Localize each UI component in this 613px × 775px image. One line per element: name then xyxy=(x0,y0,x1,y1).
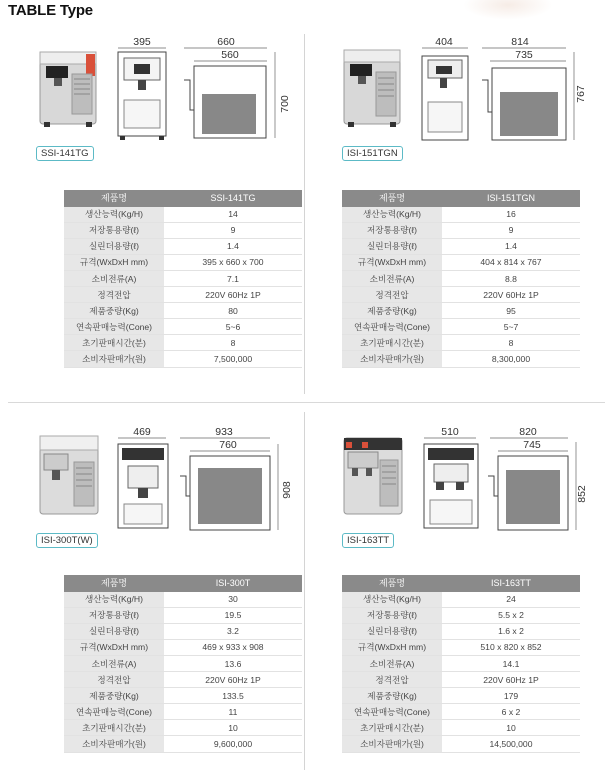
table-row: 정격전압 220V 60Hz 1P xyxy=(342,672,580,688)
table-row: 초기판매시간(분) 8 xyxy=(342,335,580,351)
table-row: 실린더용량(ℓ) 1.4 xyxy=(64,238,302,254)
header-glow xyxy=(463,0,553,20)
dim-height: 852 xyxy=(576,485,588,503)
spec-table xyxy=(342,190,580,368)
dim-depth: 820 xyxy=(519,426,537,438)
table-row: 소비자판매가(원) 7,500,000 xyxy=(64,351,302,367)
table-row: 연속판매능력(Cone) 5~6 xyxy=(64,319,302,335)
table-row: 저장통용량(ℓ) 9 xyxy=(342,222,580,238)
table-row: 소비전류(A) 8.8 xyxy=(342,270,580,286)
dim-height: 700 xyxy=(279,95,291,113)
dim-width: 395 xyxy=(133,36,151,48)
product-panel-isi-163tt xyxy=(316,420,588,749)
table-row: 저장통용량(ℓ) 5.5 x 2 xyxy=(342,607,580,623)
table-row: 규격(WxDxH mm) 469 x 933 x 908 xyxy=(64,639,302,655)
dim-height: 767 xyxy=(575,85,587,103)
machine-photo xyxy=(36,432,102,518)
table-row: 저장통용량(ℓ) 9 xyxy=(64,222,302,238)
model-tag: ISI-300T(W) xyxy=(36,533,98,548)
column-divider-bottom xyxy=(304,412,305,770)
model-tag: SSI-141TG xyxy=(36,146,94,161)
row-divider xyxy=(8,402,605,403)
product-illustration xyxy=(34,30,302,180)
column-divider-top xyxy=(304,34,305,394)
table-row: 소비전류(A) 7.1 xyxy=(64,270,302,286)
model-tag: ISI-163TT xyxy=(342,533,394,548)
table-row: 정격전압 220V 60Hz 1P xyxy=(64,672,302,688)
spec-header-value: ISI-163TT xyxy=(442,575,580,591)
table-row: 연속판매능력(Cone) 11 xyxy=(64,704,302,720)
table-row: 생산능력(Kg/H) 16 xyxy=(342,206,580,222)
table-row: 초기판매시간(분) 8 xyxy=(64,335,302,351)
table-row: 실린더용량(ℓ) 1.4 xyxy=(342,238,580,254)
table-row: 제품중량(Kg) 95 xyxy=(342,303,580,319)
product-panel-isi-151tgn xyxy=(316,30,587,364)
page-title: TABLE Type xyxy=(8,2,93,19)
table-row: 초기판매시간(분) 10 xyxy=(342,720,580,736)
spec-header-label: 제품명 xyxy=(64,575,164,591)
machine-photo xyxy=(36,44,102,130)
table-row: 소비전류(A) 14.1 xyxy=(342,655,580,671)
table-row: 규격(WxDxH mm) 395 x 660 x 700 xyxy=(64,254,302,270)
spec-header-value: SSI-141TG xyxy=(164,190,302,206)
table-row: 소비자판매가(원) 9,600,000 xyxy=(64,736,302,752)
dim-depth-body: 745 xyxy=(523,439,541,451)
table-row: 소비자판매가(원) 14,500,000 xyxy=(342,736,580,752)
spec-header-label: 제품명 xyxy=(64,190,164,206)
spec-header-value: ISI-300T xyxy=(164,575,302,591)
dim-width: 404 xyxy=(435,36,453,48)
spec-header-label: 제품명 xyxy=(342,575,442,591)
dimension-drawing xyxy=(112,30,302,150)
table-row: 생산능력(Kg/H) 24 xyxy=(342,591,580,607)
product-panel-ssi-141tg xyxy=(34,30,302,364)
dim-width: 510 xyxy=(441,426,459,438)
table-row: 소비전류(A) 13.6 xyxy=(64,655,302,671)
spec-header-label: 제품명 xyxy=(342,190,442,206)
product-illustration xyxy=(34,420,302,570)
dim-depth-body: 735 xyxy=(515,49,533,61)
spec-table-header xyxy=(64,575,302,591)
table-row: 생산능력(Kg/H) 14 xyxy=(64,206,302,222)
table-row: 정격전압 220V 60Hz 1P xyxy=(64,287,302,303)
model-tag: ISI-151TGN xyxy=(342,146,403,161)
table-row: 실린더용량(ℓ) 1.6 x 2 xyxy=(342,623,580,639)
machine-photo xyxy=(340,432,406,518)
table-row: 제품중량(Kg) 80 xyxy=(64,303,302,319)
table-row: 생산능력(Kg/H) 30 xyxy=(64,591,302,607)
dimension-drawing xyxy=(420,420,590,540)
dim-depth-body: 560 xyxy=(221,49,239,61)
dimension-drawing xyxy=(420,30,590,150)
table-row: 정격전압 220V 60Hz 1P xyxy=(342,287,580,303)
table-row: 소비자판매가(원) 8,300,000 xyxy=(342,351,580,367)
spec-table xyxy=(64,575,302,753)
dim-depth-body: 760 xyxy=(219,439,237,451)
table-row: 규격(WxDxH mm) 510 x 820 x 852 xyxy=(342,639,580,655)
spec-header-value: ISI-151TGN xyxy=(442,190,580,206)
spec-table xyxy=(342,575,580,753)
table-row: 저장통용량(ℓ) 19.5 xyxy=(64,607,302,623)
dim-height: 908 xyxy=(281,481,293,499)
spec-table-header xyxy=(342,575,580,591)
table-row: 연속판매능력(Cone) 5~7 xyxy=(342,319,580,335)
machine-photo xyxy=(340,44,406,130)
table-row: 실린더용량(ℓ) 3.2 xyxy=(64,623,302,639)
dim-width: 469 xyxy=(133,426,151,438)
table-row: 연속판매능력(Cone) 6 x 2 xyxy=(342,704,580,720)
spec-table xyxy=(64,190,302,368)
product-panel-isi-300t xyxy=(34,420,302,749)
table-row: 초기판매시간(분) 10 xyxy=(64,720,302,736)
table-row: 규격(WxDxH mm) 404 x 814 x 767 xyxy=(342,254,580,270)
table-row: 제품중량(Kg) 133.5 xyxy=(64,688,302,704)
table-row: 제품중량(Kg) 179 xyxy=(342,688,580,704)
product-illustration xyxy=(316,420,588,570)
dimension-drawing xyxy=(112,420,302,540)
dim-depth: 933 xyxy=(215,426,233,438)
product-illustration xyxy=(316,30,587,180)
spec-table-header xyxy=(64,190,302,206)
spec-table-header xyxy=(342,190,580,206)
dim-depth: 814 xyxy=(511,36,529,48)
dim-depth: 660 xyxy=(217,36,235,48)
